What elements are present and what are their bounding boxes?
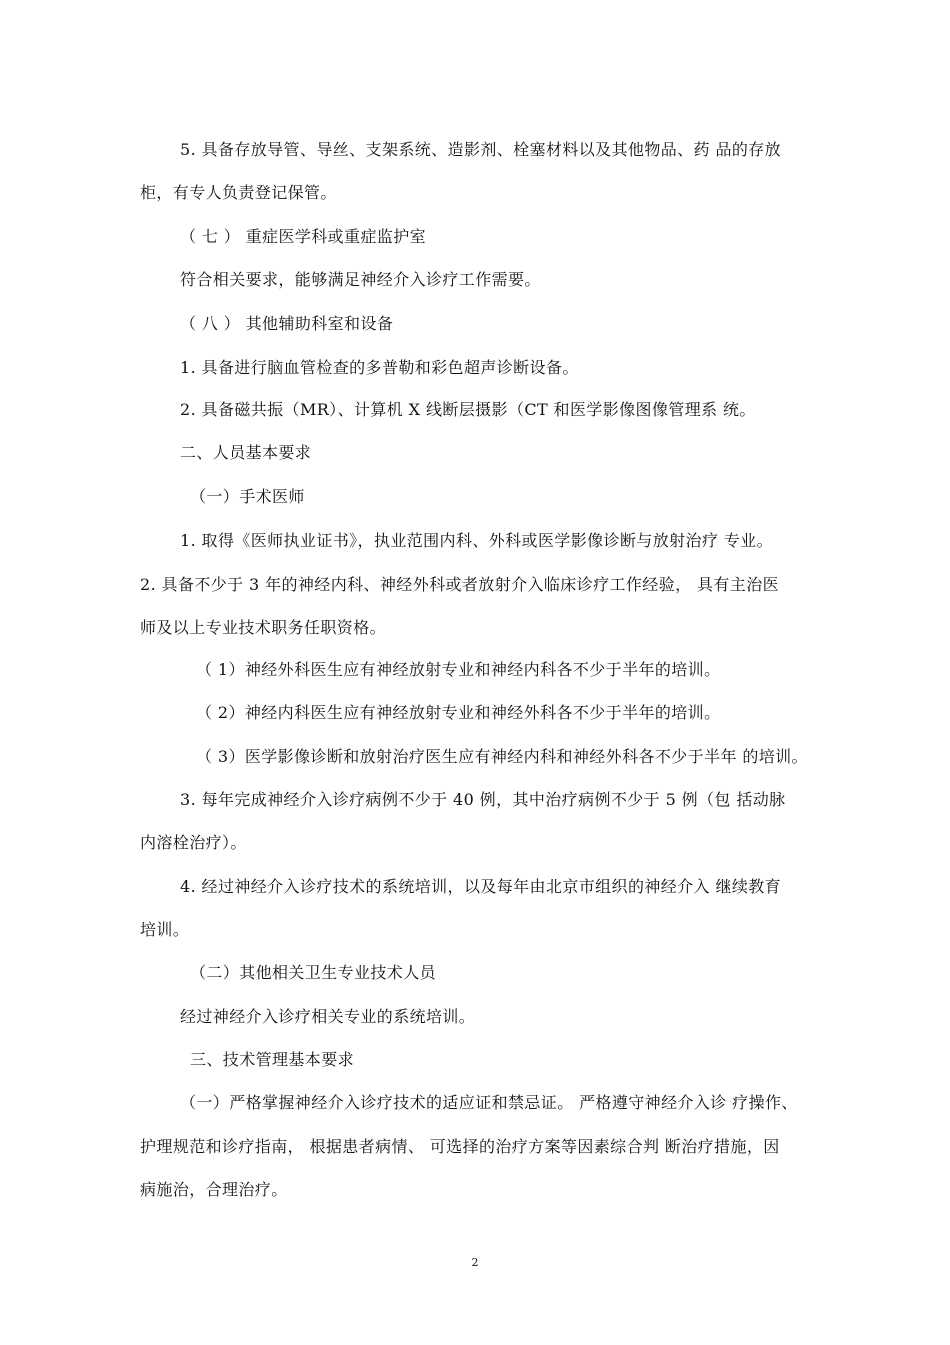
text-line: 1. 取得《医师执业证书》，执业范围内科、外科或医学影像诊断与放射治疗 专业。 [180, 531, 774, 550]
text-line: 护理规范和诊疗指南， 根据患者病情、 可选择的治疗方案等因素综合判 断治疗措施，因 [140, 1137, 780, 1156]
text-line: 符合相关要求，能够满足神经介入诊疗工作需要。 [180, 270, 541, 289]
text-line: 2. 具备磁共振（MR）、计算机 X 线断层摄影（CT 和医学影像图像管理系 统。 [180, 400, 756, 419]
list-item: （ 2）神经内科医生应有神经放射专业和神经外科各不少于半年的培训。 [196, 703, 721, 722]
text-line: 师及以上专业技术职务任职资格。 [140, 618, 387, 637]
list-item: （ 1）神经外科医生应有神经放射专业和神经内科各不少于半年的培训。 [196, 660, 721, 679]
text-line: 3. 每年完成神经介入诊疗病例不少于 40 例，其中治疗病例不少于 5 例（包 括动脉 [180, 790, 786, 809]
subsection-heading: （一）手术医师 [190, 487, 305, 506]
text-line: 柜，有专人负责登记保管。 [140, 183, 337, 202]
section-heading: 三、技术管理基本要求 [190, 1050, 355, 1069]
text-line: 内溶栓治疗）。 [140, 833, 247, 852]
text-line: 经过神经介入诊疗相关专业的系统培训。 [180, 1007, 476, 1026]
list-item: （ 3）医学影像诊断和放射治疗医生应有神经内科和神经外科各不少于半年 的培训。 [196, 747, 808, 766]
text-line: 培训。 [140, 920, 190, 939]
page-number: 2 [471, 1256, 479, 1269]
text-line: 2. 具备不少于 3 年的神经内科、神经外科或者放射介入临床诊疗工作经验， 具有主治医 [140, 575, 779, 594]
subsection-heading: （二）其他相关卫生专业技术人员 [190, 963, 437, 982]
section-heading: （ 七 ） 重症医学科或重症监护室 [180, 227, 427, 246]
section-heading: （ 八 ） 其他辅助科室和设备 [180, 314, 394, 333]
text-line: 5. 具备存放导管、导丝、支架系统、造影剂、栓塞材料以及其他物品、药 品的存放 [180, 140, 782, 159]
text-line: 1. 具备进行脑血管检查的多普勒和彩色超声诊断设备。 [180, 358, 579, 377]
text-line: （一）严格掌握神经介入诊疗技术的适应证和禁忌证。 严格遵守神经介入诊 疗操作、 [180, 1093, 798, 1112]
text-line: 病施治，合理治疗。 [140, 1180, 288, 1199]
text-line: 4. 经过神经介入诊疗技术的系统培训，以及每年由北京市组织的神经介入 继续教育 [180, 877, 782, 896]
section-heading: 二、人员基本要求 [180, 443, 312, 462]
